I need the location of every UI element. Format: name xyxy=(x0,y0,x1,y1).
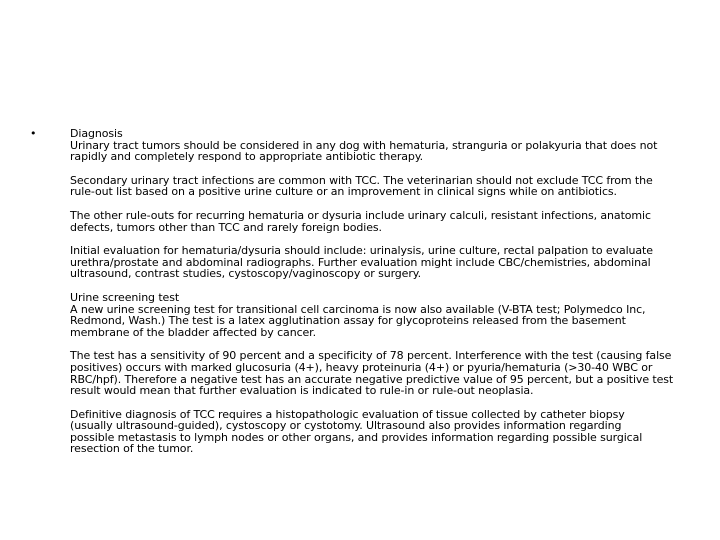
paragraph-line: possible metastasis to lymph nodes or other organs, and provides information regarding possible surgical xyxy=(70,430,643,444)
paragraph-line: (usually ultrasound-guided), cystoscopy or cystotomy. Ultrasound also provides information regarding xyxy=(70,419,622,433)
paragraph-line: The other rule-outs for recurring hematuria or dysuria include urinary calculi, resistant infections, anatomic xyxy=(70,208,651,222)
paragraph-line: urethra/prostate and abdominal radiographs. Further evaluation might include CBC/chemistries, abdominal xyxy=(70,255,651,269)
paragraph-line: Redmond, Wash.) The test is a latex agglutination assay for glycoproteins released from the basement xyxy=(70,314,626,328)
paragraph-line: rule-out list based on a positive urine culture or an improvement in clinical signs while on antibiotics. xyxy=(70,185,617,199)
paragraph-line: The test has a sensitivity of 90 percent and a specificity of 78 percent. Interference with the test (causing false xyxy=(70,349,672,363)
paragraph-line: Secondary urinary tract infections are common with TCC. The veterinarian should not exclude TCC from the xyxy=(70,173,653,187)
paragraph-test-sensitivity xyxy=(70,350,680,396)
paragraph-line: A new urine screening test for transitional cell carcinoma is now also available (V-BTA test; Polymedco Inc, xyxy=(70,302,646,316)
paragraph-line: resection of the tumor. xyxy=(70,442,194,456)
paragraph-definitive-diagnosis xyxy=(70,409,680,455)
paragraph-line: positives) occurs with marked glucosuria (4+), heavy proteinuria (4+) or pyuria/hematuria (>30-40 WBC or xyxy=(70,360,653,374)
paragraph-urine-screening xyxy=(70,292,680,338)
slide-body xyxy=(70,128,680,467)
paragraph-line: Urine screening test xyxy=(70,290,180,304)
paragraph-initial-evaluation xyxy=(70,245,680,280)
paragraph-line: membrane of the bladder affected by cancer. xyxy=(70,325,316,339)
paragraph-diagnosis xyxy=(70,128,680,163)
paragraph-line: RBC/hpf). Therefore a negative test has an accurate negative predictive value of 95 percent, but a positive test xyxy=(70,372,674,386)
bullet-marker: • xyxy=(30,127,37,140)
paragraph-line: defects, tumors other than TCC and rarely foreign bodies. xyxy=(70,220,382,234)
paragraph-line: result would mean that further evaluation is indicated to rule-in or rule-out neoplasia. xyxy=(70,384,534,398)
paragraph-line: Diagnosis xyxy=(70,127,123,140)
paragraph-line: Initial evaluation for hematuria/dysuria should include: urinalysis, urine culture, rectal palpation to evaluate xyxy=(70,244,653,258)
paragraph-line: ultrasound, contrast studies, cystoscopy/vaginoscopy or surgery. xyxy=(70,267,422,281)
paragraph-line: rapidly and completely respond to appropriate antibiotic therapy. xyxy=(70,150,424,164)
paragraph-secondary-infections xyxy=(70,175,680,198)
paragraph-line: Urinary tract tumors should be considered in any dog with hematuria, stranguria or polakyuria that does not xyxy=(70,138,658,152)
paragraph-line: Definitive diagnosis of TCC requires a histopathologic evaluation of tissue collected by catheter biopsy xyxy=(70,407,625,421)
paragraph-rule-outs xyxy=(70,210,680,233)
